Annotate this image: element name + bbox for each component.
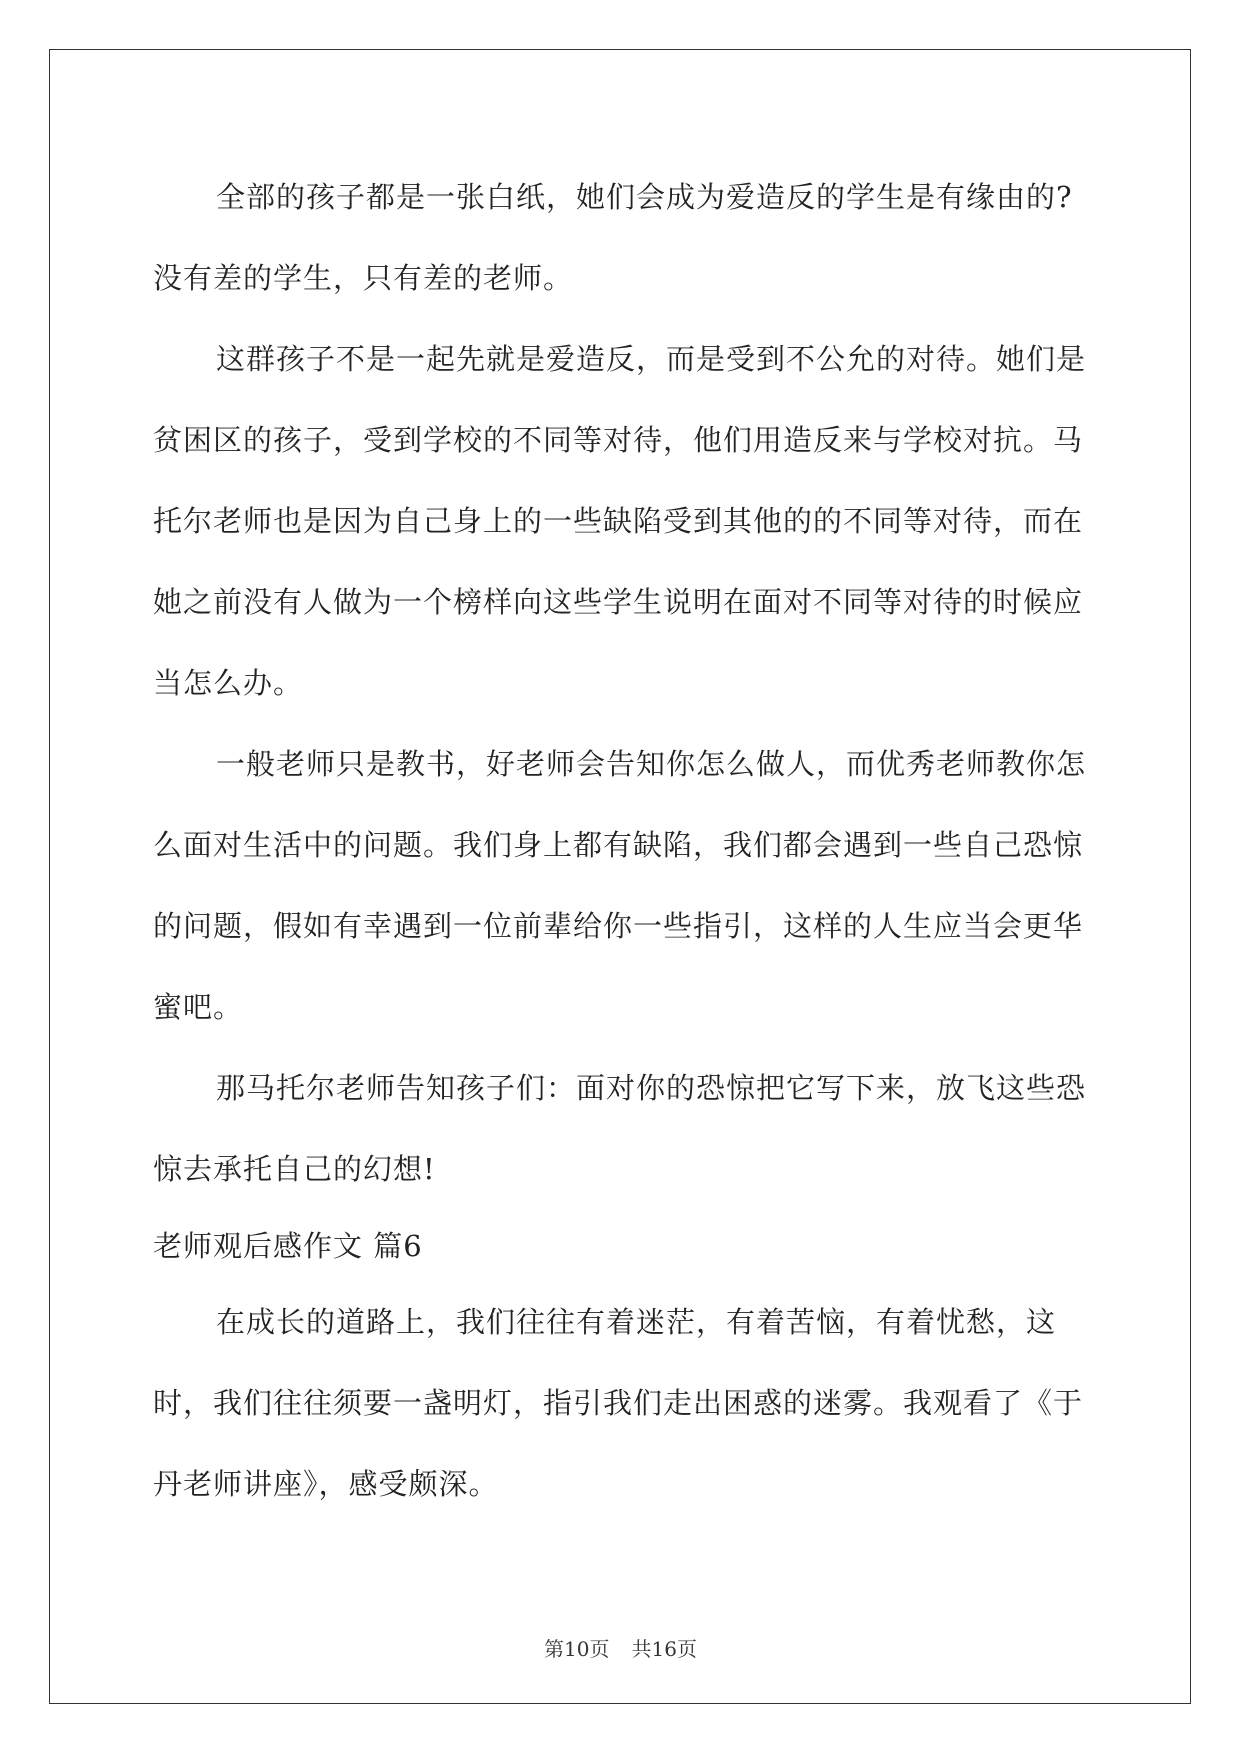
page-number-current: 第10页 (544, 1637, 610, 1661)
paragraph-4: 那马托尔老师告知孩子们：面对你的恐惊把它写下来，放飞这些恐惊去承托自己的幻想! (153, 1071, 1087, 1186)
page-footer (0, 1633, 1241, 1662)
section-heading: 老师观后感作文 篇6 (153, 1229, 423, 1263)
page-number-total: 共16页 (631, 1637, 697, 1661)
paragraph-3: 一般老师只是教书，好老师会告知你怎么做人，而优秀老师教你怎么面对生活中的问题。我们身上都有缺陷，我们都会遇到一些自己恐惊的问题，假如有幸遇到一位前辈给你一些指引，这样的人生应当会更华蜜吧。 (153, 747, 1087, 1024)
paragraph-1: 全部的孩子都是一张白纸，她们会成为爱造反的学生是有缘由的?没有差的学生，只有差的老师。 (153, 180, 1073, 295)
section-paragraph-1: 在成长的道路上，我们往往有着迷茫，有着苦恼，有着忧愁，这时，我们往往须要一盏明灯，指引我们走出困惑的迷雾。我观看了《于丹老师讲座》，感受颇深。 (153, 1305, 1084, 1501)
paragraph-2: 这群孩子不是一起先就是爱造反，而是受到不公允的对待。她们是贫困区的孩子，受到学校的不同等对待，他们用造反来与学校对抗。马托尔老师也是因为自己身上的一些缺陷受到其他的的不同等对待，而在她之前没有人做为一个榜样向这些学生说明在面对不同等对待的时候应当怎么办。 (153, 342, 1087, 700)
document-body (153, 157, 1093, 1525)
